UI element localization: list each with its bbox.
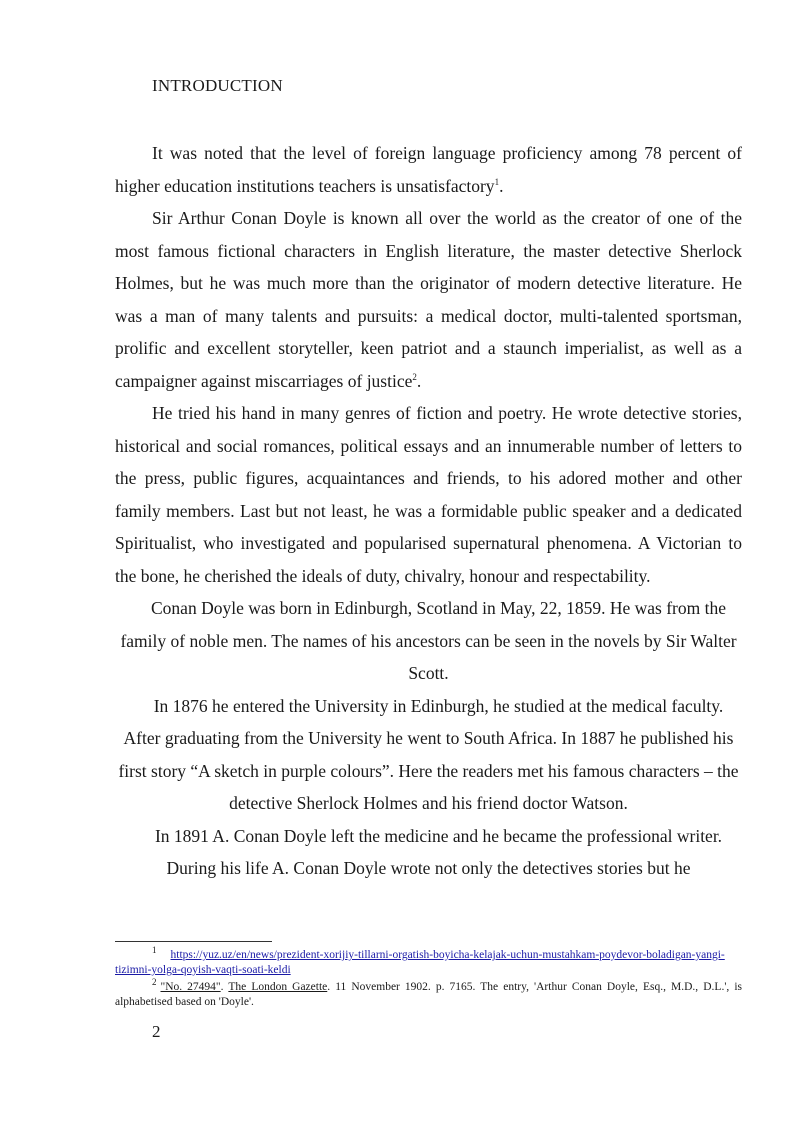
paragraph-3: He tried his hand in many genres of fiction and poetry. He wrote detective stories, historical and social romances, political essays and an innumerable number of letters to the press, public figures, acquaintances and friends, to his adored mother and other family members. Last but not least, he was a formidable public speaker and a dedicated Spiritualist, who investigated and popularised supernatural phenomena. A Victorian to the bone, he cherished the ideals of duty, chivalry, honour and respectability. <box>115 403 742 586</box>
footnotes <box>115 945 742 1012</box>
footnote-2: 2 "No. 27494". The London Gazette. 11 November 1902. p. 7165. The entry, 'Arthur Conan Doyle, Esq., M.D., D.L.', is alphabetised based on 'Doyle'. <box>115 977 742 1008</box>
body-text <box>115 137 742 885</box>
paragraph-6: In 1891 A. Conan Doyle left the medicine and he became the professional writer. During his life A. Conan Doyle wrote not only the detectives stories but he <box>154 825 723 878</box>
paragraph-1 <box>115 137 742 202</box>
page-number: 2 <box>152 1022 161 1041</box>
footnote-2-source-link[interactable]: The London Gazette <box>228 981 328 993</box>
paragraph-1-end: . <box>499 175 504 196</box>
paragraph-2-end: . <box>416 370 422 391</box>
paragraph-2-text: Sir Arthur Conan Doyle is known all over the world as the creator of one of the most famous fictional characters in English literature, the master detective Sherlock Holmes, but he was much more than the originator of modern detective literature. He was a man of many talents and pursuits: a medical doctor, multi-talented sportsman, prolific and excellent storyteller, keen patriot and a staunch imperialist, as well as a campaigner against miscarriages of justice <box>115 208 742 391</box>
footnote-2-sep: . <box>220 981 229 993</box>
footnote-2-title-link[interactable]: "No. 27494" <box>160 981 221 993</box>
footnote-2-rest: . 11 November 1902. p. 7165. The entry, 'Arthur Conan Doyle, Esq., M.D., D.L.', is alphabetised based on 'Doyle'. <box>115 981 742 1008</box>
paragraph-4: Conan Doyle was born in Edinburgh, Scotland in May, 22, 1859. He was from the family of noble men. The names of his ancestors can be seen in the novels by Sir Walter Scott. <box>120 598 737 683</box>
paragraph-1-text: It was noted that the level of foreign language proficiency among 78 percent of higher education institutions teachers is unsatisfactory <box>115 143 742 196</box>
section-heading: INTRODUCTION <box>152 76 283 95</box>
footnote-ref-1[interactable]: 1 <box>494 176 500 187</box>
footnote-separator <box>115 941 272 942</box>
footnote-1: 1 https://yuz.uz/en/news/prezident-xorijiy-tillarni-orgatish-boyicha-kelajak-uchun-mustahkam-poydevor-boladigan-yangi-tizimni-yolga-qoyish-vaqti-soati-keldi <box>115 945 725 976</box>
footnote-ref-2[interactable]: 2 <box>412 371 417 382</box>
paragraph-5: In 1876 he entered the University in Edinburgh, he studied at the medical faculty. After graduating from the University he went to South Africa. In 1887 he published his first story “A sketch in purple colours”. Here the readers met his famous characters – the detective Sherlock Holmes and his friend doctor Watson. <box>118 695 739 813</box>
footnote-1-link[interactable]: https://yuz.uz/en/news/prezident-xorijiy-tillarni-orgatish-boyicha-kelajak-uchun-mustahkam-poydevor-boladigan-yangi-tizimni-yolga-qoyish-vaqti-soati-keldi <box>115 949 725 976</box>
paragraph-2 <box>115 202 742 397</box>
